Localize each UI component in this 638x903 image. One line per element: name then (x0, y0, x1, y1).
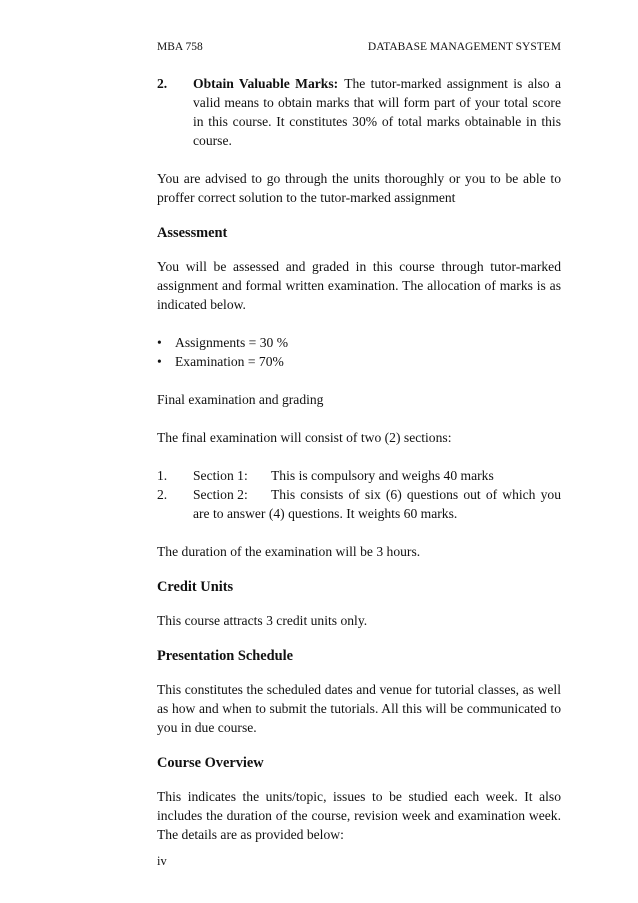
numbered-item-2 (157, 74, 561, 150)
item-lead: Obtain Valuable Marks: (193, 76, 339, 91)
page-content (157, 74, 561, 844)
presentation-schedule-text: This constitutes the scheduled dates and venue for tutorial classes, as well as how and when to submit the tutorials. All this will be communicated to you in due course. (157, 682, 561, 735)
exam-duration: The duration of the examination will be 3 hours. (157, 544, 421, 559)
course-overview-heading: Course Overview (157, 755, 264, 771)
page-number: iv (157, 854, 167, 868)
list-item (157, 333, 561, 352)
final-exam-title: Final examination and grading (157, 392, 324, 407)
allocation-assignments: Assignments = 30 % (175, 335, 289, 350)
section-text: This consists of six (6) questions out of which you are to answer (4) questions. It weights 60 marks. (193, 487, 561, 521)
section-label: Section 1: (193, 468, 248, 483)
section-number: 2. (157, 487, 168, 502)
credit-units-text: This course attracts 3 credit units only. (157, 613, 368, 628)
section-text: This is compulsory and weighs 40 marks (271, 468, 494, 483)
item-text: The tutor-marked assignment is also a valid means to obtain marks that will form part of your total score in this course. It constitutes 30% of total marks obtainable in this course. (193, 76, 561, 148)
course-overview-text: This indicates the units/topic, issues to be studied each week. It also includes the duration of the course, revision week and examination week. The details are as provided below: (157, 789, 561, 842)
presentation-schedule-heading: Presentation Schedule (157, 648, 294, 664)
course-code: MBA 758 (157, 41, 203, 53)
list-item (157, 352, 561, 371)
credit-units-heading: Credit Units (157, 579, 234, 595)
section-item-1 (157, 466, 561, 485)
bullet-icon: • (157, 354, 162, 369)
assessment-intro: You will be assessed and graded in this course through tutor-marked assignment and formal written examination. The allocation of marks is as indicated below. (157, 259, 561, 312)
course-title: DATABASE MANAGEMENT SYSTEM (367, 41, 561, 53)
assessment-heading: Assessment (157, 225, 228, 241)
section-item-2 (157, 485, 561, 523)
bullet-icon: • (157, 335, 162, 350)
advice-paragraph: You are advised to go through the units thoroughly or you to be able to proffer correct solution to the tutor-marked assignment (157, 171, 561, 205)
section-number: 1. (157, 468, 168, 483)
marks-allocation-list (157, 333, 561, 371)
sections-intro: The final examination will consist of two (2) sections: (157, 430, 452, 445)
item-number: 2. (157, 76, 168, 91)
section-label: Section 2: (193, 487, 248, 502)
allocation-examination: Examination = 70% (175, 354, 284, 369)
